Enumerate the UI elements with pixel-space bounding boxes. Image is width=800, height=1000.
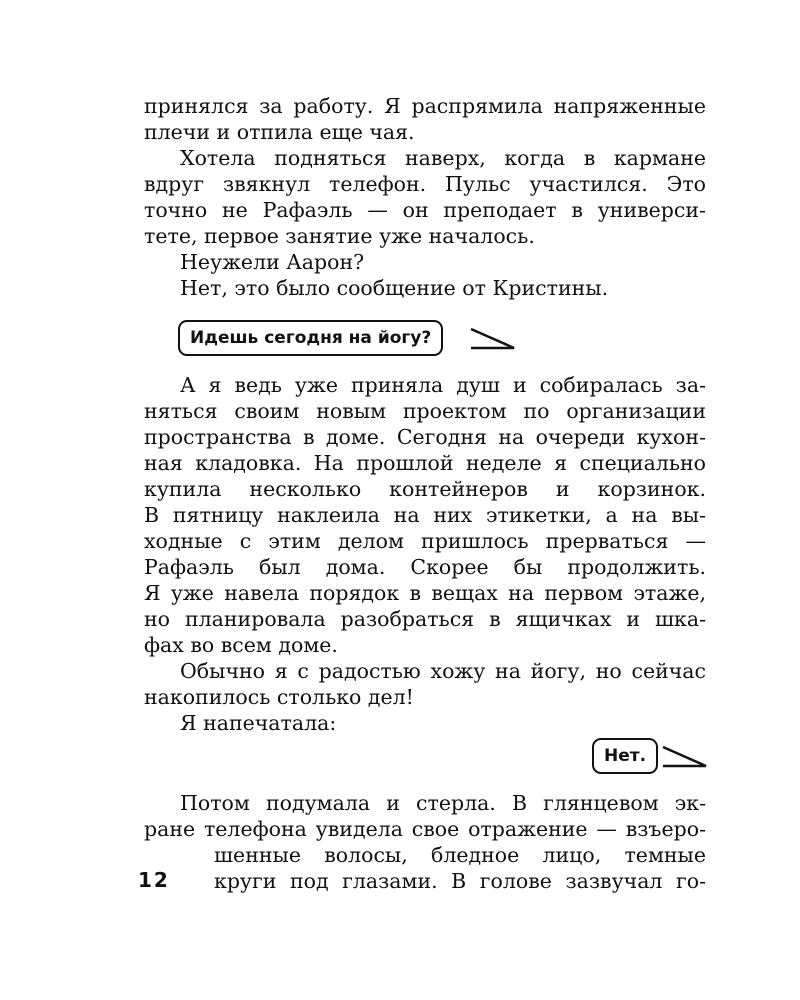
incoming-message-bubble <box>178 320 443 356</box>
text-line: ная кладовка. На прошлой неделе я специально <box>144 451 706 475</box>
speech-tail-icon <box>662 744 712 774</box>
text-line: няться своим новым проектом по организации <box>144 399 706 423</box>
text-line: круги под глазами. В голове зазвучал го- <box>214 869 706 893</box>
outgoing-message-bubble <box>592 738 658 774</box>
text-line: шенные волосы, бледное лицо, темные <box>214 843 706 867</box>
text-line: вдруг звякнул телефон. Пульс участился. Это <box>144 172 706 196</box>
text-line: ране телефона увидела свое отражение — взъеро- <box>144 817 706 841</box>
text-line: Я уже навела порядок в вещах на первом этаже, <box>144 581 706 605</box>
text-line: ходные с этим делом пришлось прерваться — <box>144 529 706 553</box>
text-line: Я напечатала: <box>180 711 337 735</box>
text-line: точно не Рафаэль — он преподает в универси- <box>144 198 706 222</box>
text-line: купила несколько контейнеров и корзинок. <box>144 477 706 501</box>
speech-tail-icon <box>470 326 520 356</box>
text-line: Нет, это было сообщение от Кристины. <box>180 276 609 300</box>
page-number: 12 <box>138 868 170 892</box>
text-line: фах во всем доме. <box>144 633 338 657</box>
text-line: принялся за работу. Я распрямила напряженные <box>144 94 706 118</box>
incoming-message-text: Идешь сегодня на йогу? <box>190 328 432 348</box>
text-line: тете, первое занятие уже началось. <box>144 224 535 248</box>
text-line: накопилось столько дел! <box>144 685 414 709</box>
text-line: Потом подумала и стерла. В глянцевом эк- <box>180 791 706 815</box>
text-line: А я ведь уже приняла душ и собиралась за- <box>180 373 706 397</box>
text-line: В пятницу наклеила на них этикетки, а на вы- <box>144 503 706 527</box>
text-line: Неужели Аарон? <box>180 250 365 274</box>
text-line: пространства в доме. Сегодня на очереди кухон- <box>144 425 706 449</box>
text-line: Хотела подняться наверх, когда в кармане <box>180 146 706 170</box>
text-line: плечи и отпила еще чая. <box>144 120 415 144</box>
outgoing-message-text: Нет. <box>604 746 647 766</box>
text-line: Обычно я с радостью хожу на йогу, но сейчас <box>180 659 706 683</box>
text-line: Рафаэль был дома. Скорее бы продолжить. <box>144 555 706 579</box>
text-line: но планировала разобраться в ящичках и шка- <box>144 607 706 631</box>
